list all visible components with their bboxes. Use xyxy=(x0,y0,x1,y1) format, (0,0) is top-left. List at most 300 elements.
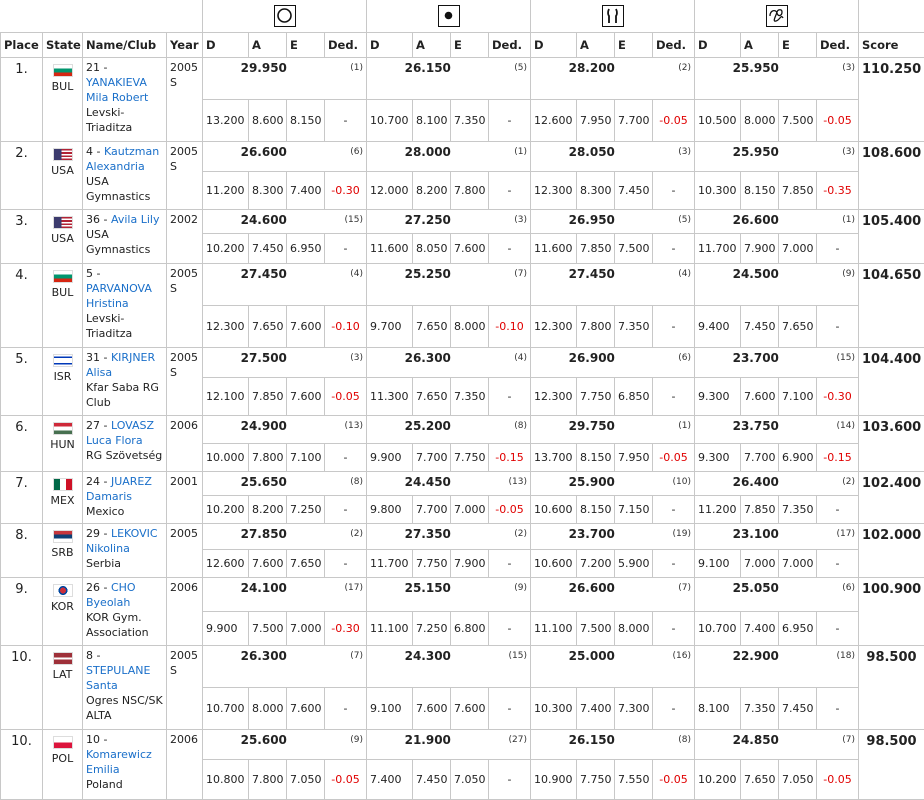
col-clubs-d: D xyxy=(531,33,577,58)
apparatus-ball-header xyxy=(367,0,531,33)
ribbon-d-score: 8.100 xyxy=(695,688,741,730)
ball-total: 25.150 xyxy=(367,578,489,612)
place-cell: 6. xyxy=(1,416,43,472)
ribbon-rank: (2) xyxy=(817,472,859,496)
ribbon-d-score: 10.500 xyxy=(695,100,741,142)
state-code: USA xyxy=(51,232,74,245)
hoop-deduction: -0.05 xyxy=(325,378,367,416)
ribbon-e-score: 7.100 xyxy=(779,378,817,416)
ribbon-rank: (3) xyxy=(817,142,859,172)
hoop-rank: (6) xyxy=(325,142,367,172)
year-cell: 2005 xyxy=(167,524,203,578)
state-cell xyxy=(43,578,83,646)
clubs-deduction: - xyxy=(653,688,695,730)
ribbon-a-score: 7.650 xyxy=(741,760,779,800)
ball-d-score: 9.700 xyxy=(367,306,413,348)
ball-deduction: -0.15 xyxy=(489,444,531,472)
hoop-e-score: 7.000 xyxy=(287,612,325,646)
place-cell: 3. xyxy=(1,210,43,264)
col-clubs-ded: Ded. xyxy=(653,33,695,58)
clubs-a-score: 7.400 xyxy=(577,688,615,730)
place-cell: 4. xyxy=(1,264,43,348)
athlete-name-link[interactable]: Kautzman Alexandria xyxy=(86,145,160,173)
hoop-e-score: 7.600 xyxy=(287,306,325,348)
clubs-icon xyxy=(602,5,624,27)
clubs-e-score: 8.000 xyxy=(615,612,653,646)
ball-total: 25.250 xyxy=(367,264,489,306)
ball-total: 24.300 xyxy=(367,646,489,688)
apparatus-hoop-header xyxy=(203,0,367,33)
athlete-cell xyxy=(83,646,167,730)
apparatus-ribbon-header xyxy=(695,0,859,33)
hoop-deduction: -0.10 xyxy=(325,306,367,348)
athlete-name-link[interactable]: CHO Byeolah xyxy=(86,581,136,609)
ribbon-a-score: 7.700 xyxy=(741,444,779,472)
state-cell xyxy=(43,142,83,210)
ribbon-e-score: 6.950 xyxy=(779,612,817,646)
ball-total: 26.150 xyxy=(367,58,489,100)
clubs-e-score: 7.150 xyxy=(615,496,653,524)
state-cell xyxy=(43,524,83,578)
hoop-total: 27.850 xyxy=(203,524,325,550)
ball-rank: (8) xyxy=(489,416,531,444)
ball-total: 28.000 xyxy=(367,142,489,172)
ball-d-score: 9.800 xyxy=(367,496,413,524)
ball-deduction: - xyxy=(489,234,531,264)
ribbon-a-score: 7.600 xyxy=(741,378,779,416)
ribbon-e-score: 7.850 xyxy=(779,172,817,210)
state-cell xyxy=(43,416,83,472)
athlete-cell xyxy=(83,348,167,416)
hoop-e-score: 7.250 xyxy=(287,496,325,524)
hoop-deduction: -0.30 xyxy=(325,612,367,646)
ball-a-score: 7.250 xyxy=(413,612,451,646)
ribbon-deduction: -0.35 xyxy=(817,172,859,210)
clubs-d-score: 10.300 xyxy=(531,688,577,730)
col-ribbon-e: E xyxy=(779,33,817,58)
hoop-e-score: 7.650 xyxy=(287,550,325,578)
ball-e-score: 7.600 xyxy=(451,688,489,730)
ribbon-d-score: 9.400 xyxy=(695,306,741,348)
flag-usa-icon xyxy=(53,216,73,229)
year-cell: 2005 S xyxy=(167,348,203,416)
clubs-d-score: 10.600 xyxy=(531,550,577,578)
hoop-rank: (13) xyxy=(325,416,367,444)
ribbon-total: 25.950 xyxy=(695,142,817,172)
hoop-deduction: - xyxy=(325,444,367,472)
state-code: SRB xyxy=(51,546,74,559)
ribbon-rank: (18) xyxy=(817,646,859,688)
ribbon-deduction: -0.05 xyxy=(817,760,859,800)
hoop-d-score: 9.900 xyxy=(203,612,249,646)
ribbon-deduction: - xyxy=(817,234,859,264)
ribbon-total: 23.750 xyxy=(695,416,817,444)
athlete-row xyxy=(1,646,924,688)
col-ribbon-ded: Ded. xyxy=(817,33,859,58)
bib-number: 5 - xyxy=(86,267,101,280)
final-score: 110.250 xyxy=(859,58,924,142)
club-name: Mexico xyxy=(86,505,125,518)
bib-number: 4 - xyxy=(86,145,104,158)
ribbon-total: 23.700 xyxy=(695,348,817,378)
ribbon-a-score: 7.850 xyxy=(741,496,779,524)
hoop-d-score: 10.800 xyxy=(203,760,249,800)
hoop-a-score: 8.600 xyxy=(249,100,287,142)
ball-deduction: -0.10 xyxy=(489,306,531,348)
athlete-name-link[interactable]: YANAKIEVA Mila Robert xyxy=(86,76,149,104)
athlete-name-link[interactable]: STEPULANE Santa xyxy=(86,664,151,692)
ball-rank: (13) xyxy=(489,472,531,496)
clubs-total: 26.900 xyxy=(531,348,653,378)
clubs-deduction: - xyxy=(653,612,695,646)
club-name: Levski-Triaditza xyxy=(86,312,133,340)
ribbon-total: 23.100 xyxy=(695,524,817,550)
ribbon-e-score: 7.350 xyxy=(779,496,817,524)
state-code: HUN xyxy=(50,438,75,451)
clubs-e-score: 7.300 xyxy=(615,688,653,730)
clubs-e-score: 5.900 xyxy=(615,550,653,578)
ribbon-total: 24.850 xyxy=(695,730,817,760)
final-score: 102.400 xyxy=(859,472,924,524)
hoop-total: 29.950 xyxy=(203,58,325,100)
clubs-total: 26.950 xyxy=(531,210,653,234)
ball-deduction: - xyxy=(489,612,531,646)
hoop-d-score: 10.700 xyxy=(203,688,249,730)
header-blank xyxy=(1,0,167,33)
ball-rank: (7) xyxy=(489,264,531,306)
hoop-total: 24.900 xyxy=(203,416,325,444)
ribbon-deduction: -0.15 xyxy=(817,444,859,472)
flag-isr-icon xyxy=(53,354,73,367)
clubs-deduction: - xyxy=(653,550,695,578)
athlete-name-link[interactable]: JUAREZ Damaris xyxy=(86,475,152,503)
clubs-d-score: 12.600 xyxy=(531,100,577,142)
athlete-row xyxy=(1,730,924,760)
hoop-rank: (15) xyxy=(325,210,367,234)
hoop-a-score: 7.450 xyxy=(249,234,287,264)
state-code: BUL xyxy=(51,80,74,93)
hoop-total: 26.600 xyxy=(203,142,325,172)
final-score: 104.400 xyxy=(859,348,924,416)
athlete-name-link[interactable]: LOVASZ Luca Flora xyxy=(86,419,155,447)
clubs-deduction: - xyxy=(653,496,695,524)
hoop-deduction: - xyxy=(325,688,367,730)
ribbon-a-score: 8.000 xyxy=(741,100,779,142)
hoop-d-score: 10.200 xyxy=(203,234,249,264)
col-name: Name/Club xyxy=(83,33,167,58)
hoop-rank: (2) xyxy=(325,524,367,550)
hoop-a-score: 7.800 xyxy=(249,760,287,800)
ribbon-e-score: 7.050 xyxy=(779,760,817,800)
column-header-row xyxy=(1,33,924,58)
ribbon-total: 26.400 xyxy=(695,472,817,496)
col-hoop-e: E xyxy=(287,33,325,58)
hoop-deduction: - xyxy=(325,234,367,264)
place-cell: 1. xyxy=(1,58,43,142)
clubs-a-score: 7.750 xyxy=(577,760,615,800)
ball-deduction: - xyxy=(489,100,531,142)
clubs-d-score: 11.100 xyxy=(531,612,577,646)
hoop-a-score: 7.500 xyxy=(249,612,287,646)
ribbon-deduction: -0.30 xyxy=(817,378,859,416)
flag-lat-icon xyxy=(53,652,73,665)
ball-rank: (4) xyxy=(489,348,531,378)
clubs-e-score: 7.700 xyxy=(615,100,653,142)
athlete-row xyxy=(1,142,924,172)
bib-number: 24 - xyxy=(86,475,111,488)
ribbon-rank: (14) xyxy=(817,416,859,444)
hoop-e-score: 7.400 xyxy=(287,172,325,210)
clubs-deduction: -0.05 xyxy=(653,100,695,142)
hoop-rank: (1) xyxy=(325,58,367,100)
header-blank-year xyxy=(167,0,203,33)
ball-deduction: - xyxy=(489,688,531,730)
col-ribbon-a: A xyxy=(741,33,779,58)
hoop-total: 26.300 xyxy=(203,646,325,688)
place-cell: 10. xyxy=(1,646,43,730)
athlete-name-link[interactable]: KIRJNER Alisa xyxy=(86,351,156,379)
ribbon-total: 25.050 xyxy=(695,578,817,612)
clubs-rank: (5) xyxy=(653,210,695,234)
ball-d-score: 11.700 xyxy=(367,550,413,578)
hoop-total: 24.600 xyxy=(203,210,325,234)
clubs-deduction: - xyxy=(653,306,695,348)
ribbon-e-score: 7.500 xyxy=(779,100,817,142)
ribbon-e-score: 7.000 xyxy=(779,550,817,578)
hoop-rank: (4) xyxy=(325,264,367,306)
athlete-name-link[interactable]: Avila Lily xyxy=(110,213,160,226)
place-cell: 5. xyxy=(1,348,43,416)
hoop-deduction: - xyxy=(325,496,367,524)
clubs-rank: (1) xyxy=(653,416,695,444)
ball-a-score: 8.050 xyxy=(413,234,451,264)
ribbon-deduction: - xyxy=(817,612,859,646)
ball-rank: (15) xyxy=(489,646,531,688)
clubs-d-score: 12.300 xyxy=(531,378,577,416)
ribbon-d-score: 11.700 xyxy=(695,234,741,264)
ball-deduction: - xyxy=(489,378,531,416)
state-cell xyxy=(43,730,83,800)
athlete-cell xyxy=(83,210,167,264)
club-name: USA Gymnastics xyxy=(86,228,151,256)
col-ball-d: D xyxy=(367,33,413,58)
ball-deduction: -0.05 xyxy=(489,496,531,524)
hoop-total: 24.100 xyxy=(203,578,325,612)
bib-number: 8 - xyxy=(86,649,101,662)
state-code: BUL xyxy=(51,286,74,299)
clubs-d-score: 13.700 xyxy=(531,444,577,472)
clubs-rank: (8) xyxy=(653,730,695,760)
ribbon-rank: (9) xyxy=(817,264,859,306)
club-name: Serbia xyxy=(86,557,122,570)
bib-number: 26 - xyxy=(86,581,111,594)
athlete-row xyxy=(1,210,924,234)
ribbon-icon xyxy=(766,5,788,27)
hoop-rank: (8) xyxy=(325,472,367,496)
athlete-row xyxy=(1,472,924,496)
flag-pol-icon xyxy=(53,736,73,749)
col-hoop-a: A xyxy=(249,33,287,58)
year-cell: 2006 xyxy=(167,578,203,646)
club-name: Levski-Triaditza xyxy=(86,106,133,134)
clubs-total: 29.750 xyxy=(531,416,653,444)
club-name: KOR Gym. Association xyxy=(86,611,149,639)
clubs-e-score: 7.350 xyxy=(615,306,653,348)
ball-e-score: 7.750 xyxy=(451,444,489,472)
col-year: Year xyxy=(167,33,203,58)
hoop-e-score: 7.050 xyxy=(287,760,325,800)
ribbon-d-score: 10.200 xyxy=(695,760,741,800)
bib-number: 27 - xyxy=(86,419,111,432)
club-name: Kfar Saba RG Club xyxy=(86,381,159,409)
club-name: USA Gymnastics xyxy=(86,175,151,203)
ribbon-deduction: - xyxy=(817,496,859,524)
hoop-icon xyxy=(274,5,296,27)
clubs-total: 23.700 xyxy=(531,524,653,550)
ball-deduction: - xyxy=(489,550,531,578)
clubs-d-score: 12.300 xyxy=(531,172,577,210)
flag-kor-icon xyxy=(53,584,73,597)
ball-icon xyxy=(438,5,460,27)
ribbon-d-score: 10.300 xyxy=(695,172,741,210)
hoop-e-score: 7.600 xyxy=(287,378,325,416)
clubs-rank: (7) xyxy=(653,578,695,612)
athlete-cell xyxy=(83,58,167,142)
year-cell: 2005 S xyxy=(167,58,203,142)
club-name: Ogres NSC/SK ALTA xyxy=(86,694,163,722)
hoop-d-score: 10.200 xyxy=(203,496,249,524)
ball-d-score: 10.700 xyxy=(367,100,413,142)
ribbon-rank: (6) xyxy=(817,578,859,612)
clubs-e-score: 7.450 xyxy=(615,172,653,210)
club-name: RG Szövetség xyxy=(86,449,163,462)
ribbon-rank: (17) xyxy=(817,524,859,550)
year-cell: 2005 S xyxy=(167,142,203,210)
state-cell xyxy=(43,58,83,142)
ball-rank: (1) xyxy=(489,142,531,172)
hoop-e-score: 6.950 xyxy=(287,234,325,264)
flag-bul-icon xyxy=(53,64,73,77)
ball-d-score: 9.100 xyxy=(367,688,413,730)
athlete-name-link[interactable]: PARVANOVA Hristina xyxy=(86,282,152,310)
ribbon-rank: (15) xyxy=(817,348,859,378)
place-cell: 2. xyxy=(1,142,43,210)
col-place: Place xyxy=(1,33,43,58)
year-cell: 2001 xyxy=(167,472,203,524)
hoop-a-score: 8.000 xyxy=(249,688,287,730)
col-state: State xyxy=(43,33,83,58)
ribbon-deduction: - xyxy=(817,688,859,730)
ribbon-total: 22.900 xyxy=(695,646,817,688)
year-cell: 2002 xyxy=(167,210,203,264)
athlete-row xyxy=(1,524,924,550)
clubs-e-score: 6.850 xyxy=(615,378,653,416)
hoop-a-score: 7.850 xyxy=(249,378,287,416)
ball-total: 21.900 xyxy=(367,730,489,760)
ball-rank: (2) xyxy=(489,524,531,550)
year-cell: 2005 S xyxy=(167,264,203,348)
ribbon-total: 26.600 xyxy=(695,210,817,234)
final-score: 103.600 xyxy=(859,416,924,472)
hoop-d-score: 10.000 xyxy=(203,444,249,472)
flag-hun-icon xyxy=(53,422,73,435)
final-score: 105.400 xyxy=(859,210,924,264)
ribbon-deduction: - xyxy=(817,306,859,348)
clubs-total: 26.150 xyxy=(531,730,653,760)
athlete-cell xyxy=(83,416,167,472)
apparatus-clubs-header xyxy=(531,0,695,33)
ball-a-score: 8.100 xyxy=(413,100,451,142)
ball-e-score: 7.800 xyxy=(451,172,489,210)
athlete-cell xyxy=(83,472,167,524)
athlete-cell xyxy=(83,264,167,348)
place-cell: 9. xyxy=(1,578,43,646)
athlete-name-link[interactable]: LEKOVIC Nikolina xyxy=(86,527,158,555)
place-cell: 10. xyxy=(1,730,43,800)
ribbon-deduction: - xyxy=(817,550,859,578)
state-cell xyxy=(43,646,83,730)
ribbon-d-score: 11.200 xyxy=(695,496,741,524)
clubs-d-score: 12.300 xyxy=(531,306,577,348)
ball-a-score: 7.700 xyxy=(413,496,451,524)
athlete-cell xyxy=(83,578,167,646)
clubs-a-score: 7.950 xyxy=(577,100,615,142)
hoop-deduction: - xyxy=(325,100,367,142)
hoop-total: 25.650 xyxy=(203,472,325,496)
flag-bul-icon xyxy=(53,270,73,283)
ball-deduction: - xyxy=(489,172,531,210)
clubs-deduction: - xyxy=(653,234,695,264)
clubs-rank: (3) xyxy=(653,142,695,172)
clubs-deduction: -0.05 xyxy=(653,760,695,800)
bib-number: 21 - xyxy=(86,61,108,74)
ribbon-total: 25.950 xyxy=(695,58,817,100)
ribbon-rank: (1) xyxy=(817,210,859,234)
col-ball-e: E xyxy=(451,33,489,58)
clubs-e-score: 7.550 xyxy=(615,760,653,800)
hoop-deduction: - xyxy=(325,550,367,578)
place-cell: 7. xyxy=(1,472,43,524)
ball-a-score: 7.750 xyxy=(413,550,451,578)
ribbon-d-score: 9.100 xyxy=(695,550,741,578)
hoop-deduction: -0.30 xyxy=(325,172,367,210)
ball-e-score: 7.350 xyxy=(451,378,489,416)
state-code: USA xyxy=(51,164,74,177)
bib-number: 36 - xyxy=(86,213,111,226)
ribbon-e-score: 7.650 xyxy=(779,306,817,348)
hoop-a-score: 7.800 xyxy=(249,444,287,472)
ribbon-deduction: -0.05 xyxy=(817,100,859,142)
ball-total: 27.250 xyxy=(367,210,489,234)
clubs-deduction: - xyxy=(653,378,695,416)
hoop-d-score: 12.300 xyxy=(203,306,249,348)
athlete-cell xyxy=(83,730,167,800)
hoop-deduction: -0.05 xyxy=(325,760,367,800)
athlete-row xyxy=(1,416,924,444)
clubs-a-score: 7.200 xyxy=(577,550,615,578)
athlete-name-link[interactable]: Komarewicz Emilia xyxy=(86,748,152,776)
ball-a-score: 7.450 xyxy=(413,760,451,800)
ball-a-score: 7.650 xyxy=(413,306,451,348)
ribbon-total: 24.500 xyxy=(695,264,817,306)
hoop-a-score: 7.600 xyxy=(249,550,287,578)
hoop-d-score: 11.200 xyxy=(203,172,249,210)
clubs-rank: (10) xyxy=(653,472,695,496)
ball-d-score: 11.100 xyxy=(367,612,413,646)
flag-usa-icon xyxy=(53,148,73,161)
ball-rank: (3) xyxy=(489,210,531,234)
col-score: Score xyxy=(859,33,924,58)
